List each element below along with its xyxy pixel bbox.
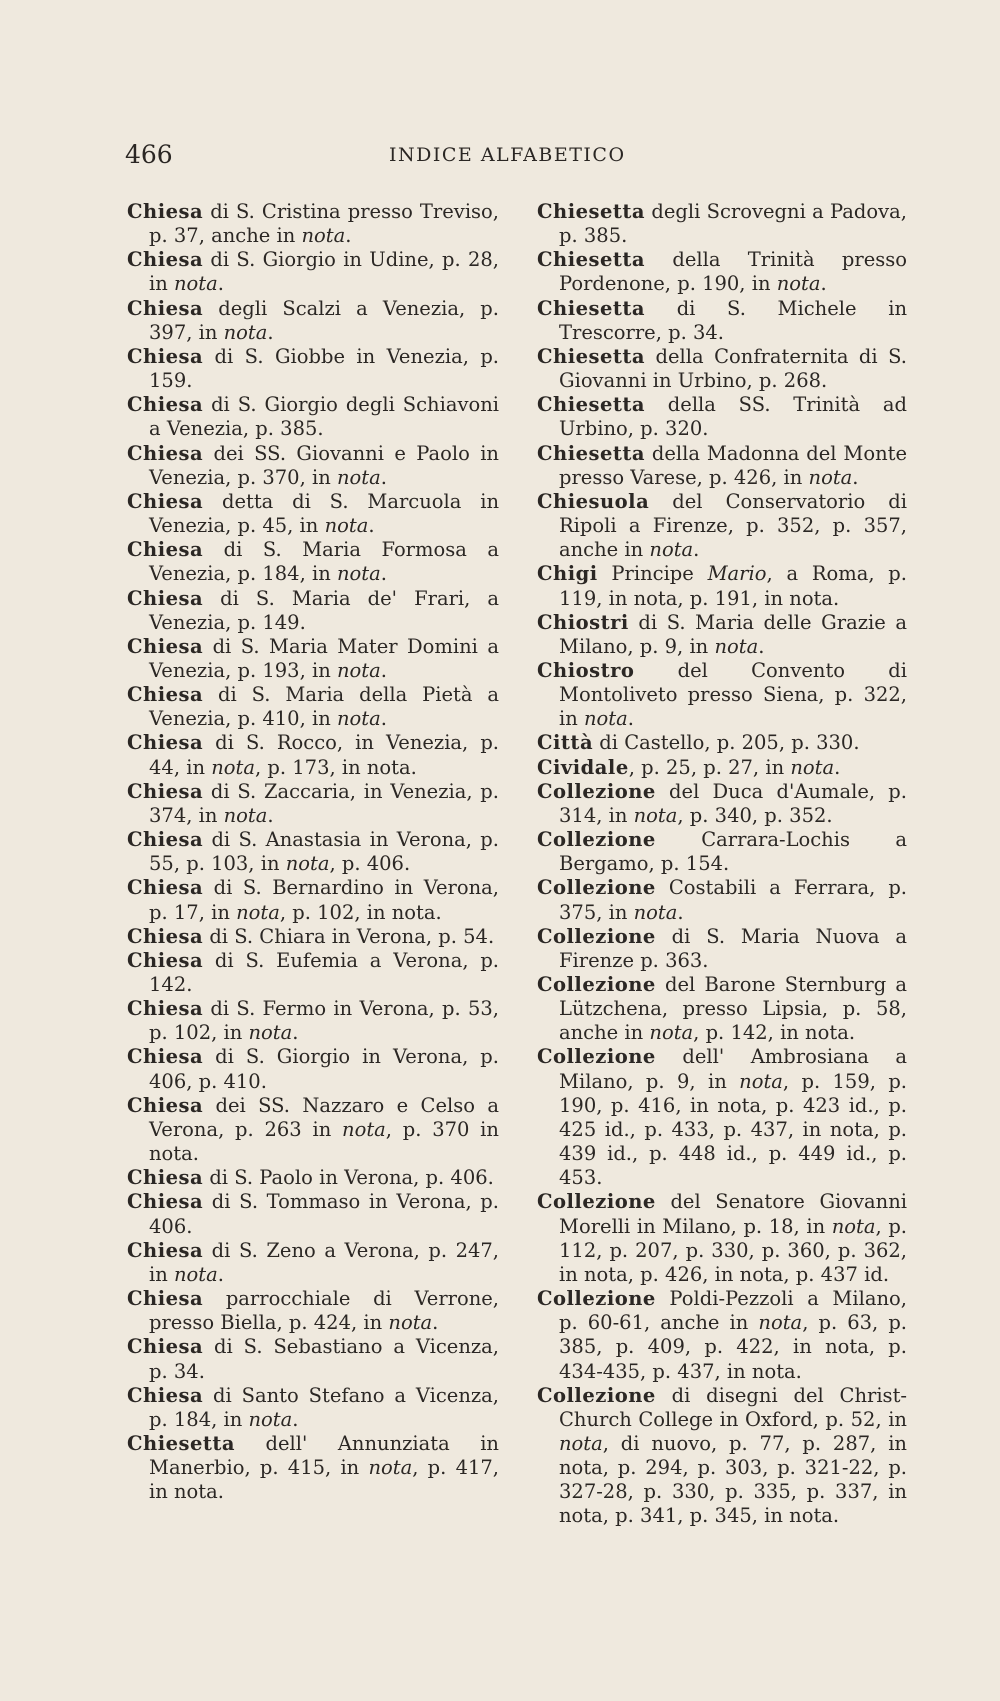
entry-italic: nota <box>649 538 694 562</box>
entry-text: del Barone Sternburg a Lützchena, presso Lipsia, p. 58, anche in <box>559 973 907 1045</box>
headword: Chiesa <box>127 1045 204 1069</box>
entry-italic: nota <box>236 900 280 924</box>
index-entry <box>537 973 907 1045</box>
index-entry <box>127 587 499 635</box>
entry-italic: nota <box>248 1021 293 1045</box>
entry-italic: nota <box>223 320 268 344</box>
entry-text: di S. Bernardino in Verona, p. 17, in <box>149 876 499 924</box>
headword: Chiesa <box>127 538 204 562</box>
headword: Chiesa <box>127 393 204 417</box>
entry-italic: nota <box>285 852 330 876</box>
entry-italic: nota <box>776 272 821 296</box>
entry-text: di S. Fermo in Verona, p. 53, p. 102, in <box>149 997 499 1045</box>
entry-text: del Senatore Giovanni Morelli in Milano, p. 18, in <box>559 1190 907 1238</box>
entry-text-tail: , p. 340, p. 352. <box>677 803 833 827</box>
headword: Chiesa <box>127 828 204 852</box>
entry-italic: nota <box>790 755 835 779</box>
index-entry <box>537 297 907 345</box>
index-entry <box>127 997 499 1045</box>
entry-text: di S. Giorgio in Udine, p. 28, in <box>149 248 499 296</box>
entry-text: di S. Maria Mater Domini a Venezia, p. 193, in <box>149 634 499 682</box>
headword: Chiesa <box>127 1093 204 1117</box>
entry-italic: nota <box>649 1021 694 1045</box>
entry-text: , p. 25, p. 27, in <box>628 755 791 779</box>
entry-text: di S. Rocco, in Venezia, p. 44, in <box>149 731 499 779</box>
entry-italic: nota <box>301 224 346 248</box>
entry-text-tail: , di nuovo, p. 77, p. 287, in nota, p. 294, p. 303, p. 321-22, p. 327-28, p. 330, p. 335, p. 337, in nota, p. 341, p. 345, in nota. <box>559 1431 907 1528</box>
headword: Chiesa <box>127 876 204 900</box>
headword: Città <box>537 731 594 755</box>
entry-text: di S. Paolo in Verona, p. 406. <box>203 1166 494 1190</box>
headword: Collezione <box>537 1287 656 1311</box>
entry-text: di S. Anastasia in Verona, p. 55, p. 103, in <box>149 828 499 876</box>
entry-text: di S. Maria della Pietà a Venezia, p. 410, in <box>149 683 499 731</box>
headword: Chiesa <box>127 441 204 465</box>
entry-text: degli Scalzi a Venezia, p. 397, in <box>149 296 499 344</box>
index-entry <box>127 1094 499 1166</box>
index-entry <box>127 731 499 779</box>
entry-text: di S. Maria Formosa a Venezia, p. 184, in <box>149 538 499 586</box>
index-column-left <box>127 200 499 1504</box>
headword: Chiesa <box>127 296 204 320</box>
entry-text: di S. Zaccaria, in Venezia, p. 374, in <box>149 779 499 827</box>
entry-italic: nota <box>368 1456 413 1480</box>
index-entry <box>127 248 499 296</box>
index-entry <box>127 828 499 876</box>
entry-italic: Mario <box>707 562 767 586</box>
entry-text-tail: . <box>345 224 352 248</box>
entry-text-tail: . <box>292 1021 299 1045</box>
index-entry <box>127 393 499 441</box>
index-entry <box>127 1166 499 1190</box>
entry-italic: nota <box>248 1407 293 1431</box>
entry-text-tail: . <box>758 634 765 658</box>
index-entry <box>537 731 907 755</box>
index-entry <box>537 1045 907 1190</box>
headword: Collezione <box>537 1190 656 1214</box>
headword: Chiesa <box>127 779 204 803</box>
entry-text: della Trinità presso Pordenone, p. 190, in <box>559 248 907 296</box>
headword: Collezione <box>537 924 656 948</box>
index-entry <box>127 780 499 828</box>
entry-text-tail: . <box>820 272 827 296</box>
entry-text-tail: . <box>380 707 387 731</box>
index-entry <box>537 611 907 659</box>
entry-italic: nota <box>584 707 628 731</box>
entry-text: dei SS. Giovanni e Paolo in Venezia, p. 370, in <box>149 441 499 489</box>
headword: Chiesa <box>127 1383 204 1407</box>
entry-text: di S. Cristina presso Treviso, p. 37, anche in <box>149 200 499 248</box>
index-entry <box>127 1432 499 1504</box>
headword: Chiesa <box>127 200 204 223</box>
entry-text-tail: . <box>677 900 684 924</box>
index-entry <box>537 562 907 610</box>
index-entry <box>127 925 499 949</box>
entry-text: di Santo Stefano a Vicenza, p. 184, in <box>149 1383 499 1431</box>
entry-text-tail: . <box>217 272 224 296</box>
entry-text: della Madonna del Monte presso Varese, p. 426, in <box>559 441 907 489</box>
entry-text-tail: . <box>267 320 274 344</box>
index-column-right <box>537 200 907 1529</box>
entry-italic: nota <box>739 1069 783 1093</box>
page-number: 466 <box>125 140 173 169</box>
entry-text: della Confraternita di S. Giovanni in Urbino, p. 268. <box>559 344 907 393</box>
entry-italic: nota <box>758 1311 803 1335</box>
entry-text-tail: . <box>292 1407 299 1431</box>
entry-text: di S. Maria delle Grazie a Milano, p. 9, in <box>559 610 907 658</box>
index-entry <box>537 756 907 780</box>
index-entry <box>537 1287 907 1384</box>
entry-text-tail: . <box>217 1262 224 1286</box>
entry-italic: nota <box>388 1311 433 1335</box>
headword: Collezione <box>537 1045 656 1069</box>
index-entry <box>537 1384 907 1529</box>
headword: Collezione <box>537 779 656 803</box>
index-entry <box>127 635 499 683</box>
headword: Chiesa <box>127 1287 204 1311</box>
index-entry <box>537 442 907 490</box>
headword: Chiesa <box>127 489 204 513</box>
headword: Chiesa <box>127 586 204 610</box>
entry-italic: nota <box>633 803 678 827</box>
entry-italic: nota <box>633 900 678 924</box>
headword: Collezione <box>537 828 656 852</box>
headword: Chiesa <box>127 344 204 368</box>
entry-text: di S. Chiara in Verona, p. 54. <box>203 924 495 948</box>
index-entry <box>127 345 499 393</box>
entry-text-tail: . <box>627 707 634 731</box>
entry-italic: nota <box>223 803 268 827</box>
entry-text-tail: . <box>380 658 387 682</box>
entry-text-tail: . <box>380 562 387 586</box>
entry-text-tail: . <box>834 755 841 779</box>
entry-italic: nota <box>831 1214 876 1238</box>
headword: Chiesa <box>127 248 204 272</box>
index-entry <box>127 1190 499 1238</box>
headword: Chiesetta <box>537 441 646 465</box>
index-entry <box>127 200 499 248</box>
entry-text: del Convento di Montoliveto presso Siena, p. 322, in <box>559 658 907 731</box>
entry-text: di S. Michele in Trescorre, p. 34. <box>559 296 907 344</box>
entry-italic: nota <box>808 465 853 489</box>
entry-text-tail: , p. 102, in nota. <box>279 900 442 924</box>
entry-text: di S. Maria Nuova a Firenze p. 363. <box>559 924 907 972</box>
headword: Cividale <box>537 755 629 779</box>
index-entry <box>127 1287 499 1335</box>
index-entry <box>537 345 907 393</box>
headword: Chiesuola <box>537 489 650 513</box>
entry-text: dell' Ambrosiana a Milano, p. 9, in <box>559 1045 907 1093</box>
entry-text: della SS. Trinità ad Urbino, p. 320. <box>559 393 907 441</box>
index-entry <box>127 1239 499 1287</box>
headword: Chiesa <box>127 1166 204 1190</box>
headword: Collezione <box>537 973 656 996</box>
headword: Chiesa <box>127 948 204 972</box>
entry-text-tail: . <box>852 465 859 489</box>
entry-text: di disegni del Christ-Church College in Oxford, p. 52, in <box>559 1383 907 1431</box>
entry-text: di S. Maria de' Frari, a Venezia, p. 149. <box>149 586 499 634</box>
entry-text-tail: . <box>693 538 700 562</box>
index-entry <box>127 876 499 924</box>
entry-text: di S. Tommaso in Verona, p. 406. <box>149 1190 499 1238</box>
entry-italic: nota <box>336 465 381 489</box>
entry-italic: nota <box>336 707 381 731</box>
index-entry <box>127 1045 499 1093</box>
entry-text: dell' Annunziata in Manerbio, p. 415, in <box>149 1431 499 1480</box>
index-entry <box>537 659 907 731</box>
index-entry <box>537 200 907 248</box>
entry-text-tail: . <box>380 465 387 489</box>
entry-text-tail: , a Roma, p. 119, in nota, p. 191, in nota. <box>559 562 907 610</box>
entry-text: di S. Giorgio in Verona, p. 406, p. 410. <box>149 1045 499 1093</box>
entry-text: del Duca d'Aumale, p. 314, in <box>559 779 907 827</box>
entry-text-tail: , p. 142, in nota. <box>693 1021 856 1045</box>
entry-text: Costabili a Ferrara, p. 375, in <box>559 876 907 924</box>
entry-text: Carrara-Lochis a Bergamo, p. 154. <box>559 828 907 876</box>
entry-italic: nota <box>714 634 759 658</box>
entry-text: Principe <box>597 562 708 586</box>
headword: Chiesetta <box>537 296 646 320</box>
entry-text-tail: , p. 406. <box>329 852 411 876</box>
entry-text-tail: , p. 370 in nota. <box>149 1117 499 1166</box>
headword: Chiesa <box>127 1190 204 1214</box>
entry-italic: nota <box>211 755 255 779</box>
entry-text: dei SS. Nazzaro e Celso a Verona, p. 263 in <box>149 1093 499 1141</box>
headword: Collezione <box>537 876 656 900</box>
index-entry <box>537 828 907 876</box>
entry-text: parrocchiale di Verrone, presso Biella, p. 424, in <box>149 1287 499 1335</box>
running-title: INDICE ALFABETICO <box>389 144 626 166</box>
headword: Chiesa <box>127 997 204 1021</box>
index-entry <box>127 683 499 731</box>
index-entry <box>537 1190 907 1287</box>
entry-text-tail: , p. 173, in nota. <box>254 755 417 779</box>
entry-text-tail: . <box>432 1311 439 1335</box>
index-entry <box>537 925 907 973</box>
entry-text-tail: , p. 159, p. 190, p. 416, in nota, p. 423 id., p. 425 id., p. 433, p. 437, in nota, p. 439 id., p. 448 id., p. 449 id., p. 453. <box>559 1069 907 1190</box>
entry-italic: nota <box>559 1431 603 1455</box>
index-entry <box>127 1384 499 1432</box>
headword: Chiesa <box>127 683 204 707</box>
entry-italic: nota <box>174 1262 218 1286</box>
entry-text-tail: , p. 417, in nota. <box>149 1456 500 1504</box>
entry-text: degli Scrovegni a Padova, p. 385. <box>559 200 907 248</box>
index-entry <box>127 1335 499 1383</box>
index-entry <box>537 393 907 441</box>
headword: Chiesetta <box>537 393 646 417</box>
entry-italic: nota <box>324 514 369 538</box>
headword: Chiesa <box>127 731 204 755</box>
entry-text: Poldi-Pezzoli a Milano, p. 60-61, anche in <box>559 1287 907 1335</box>
entry-text: di Castello, p. 205, p. 330. <box>593 731 860 755</box>
entry-text: del Conservatorio di Ripoli a Firenze, p. 352, p. 357, anche in <box>559 489 907 562</box>
headword: Chiesa <box>127 924 204 948</box>
entry-text: di S. Eufemia a Verona, p. 142. <box>149 948 499 996</box>
index-entry <box>127 442 499 490</box>
entry-text: di S. Sebastiano a Vicenza, p. 34. <box>149 1335 499 1383</box>
entry-text: di S. Giorgio degli Schiavoni a Venezia, p. 385. <box>149 393 499 441</box>
headword: Chiesa <box>127 634 204 658</box>
entry-text-tail: , p. 63, p. 385, p. 409, p. 422, in nota, p. 434-435, p. 437, in nota. <box>559 1311 908 1383</box>
entry-italic: nota <box>174 272 218 296</box>
entry-text: di S. Giobbe in Venezia, p. 159. <box>149 344 499 393</box>
index-entry <box>127 297 499 345</box>
index-entry <box>537 780 907 828</box>
page-header <box>125 140 885 180</box>
index-entry <box>537 248 907 296</box>
entry-text: detta di S. Marcuola in Venezia, p. 45, in <box>149 489 499 538</box>
index-entry <box>127 949 499 997</box>
entry-text-tail: , p. 112, p. 207, p. 330, p. 360, p. 362, in nota, p. 426, in nota, p. 437 id. <box>559 1214 907 1286</box>
index-entry <box>537 876 907 924</box>
entry-italic: nota <box>342 1117 386 1141</box>
index-entry <box>127 538 499 586</box>
index-entry <box>537 490 907 562</box>
headword: Collezione <box>537 1383 656 1407</box>
entry-text-tail: . <box>368 514 375 538</box>
headword: Chiesetta <box>127 1431 236 1455</box>
entry-text-tail: . <box>267 803 274 827</box>
headword: Chiostri <box>537 610 629 634</box>
entry-italic: nota <box>336 658 381 682</box>
entry-text: di S. Zeno a Verona, p. 247, in <box>149 1238 499 1286</box>
headword: Chiesa <box>127 1335 204 1359</box>
entry-italic: nota <box>336 562 381 586</box>
headword: Chiesetta <box>537 344 646 368</box>
headword: Chiesetta <box>537 248 646 272</box>
headword: Chiostro <box>537 658 635 682</box>
headword: Chiesetta <box>537 200 646 223</box>
index-entry <box>127 490 499 538</box>
headword: Chiesa <box>127 1238 204 1262</box>
headword: Chigi <box>537 562 598 586</box>
